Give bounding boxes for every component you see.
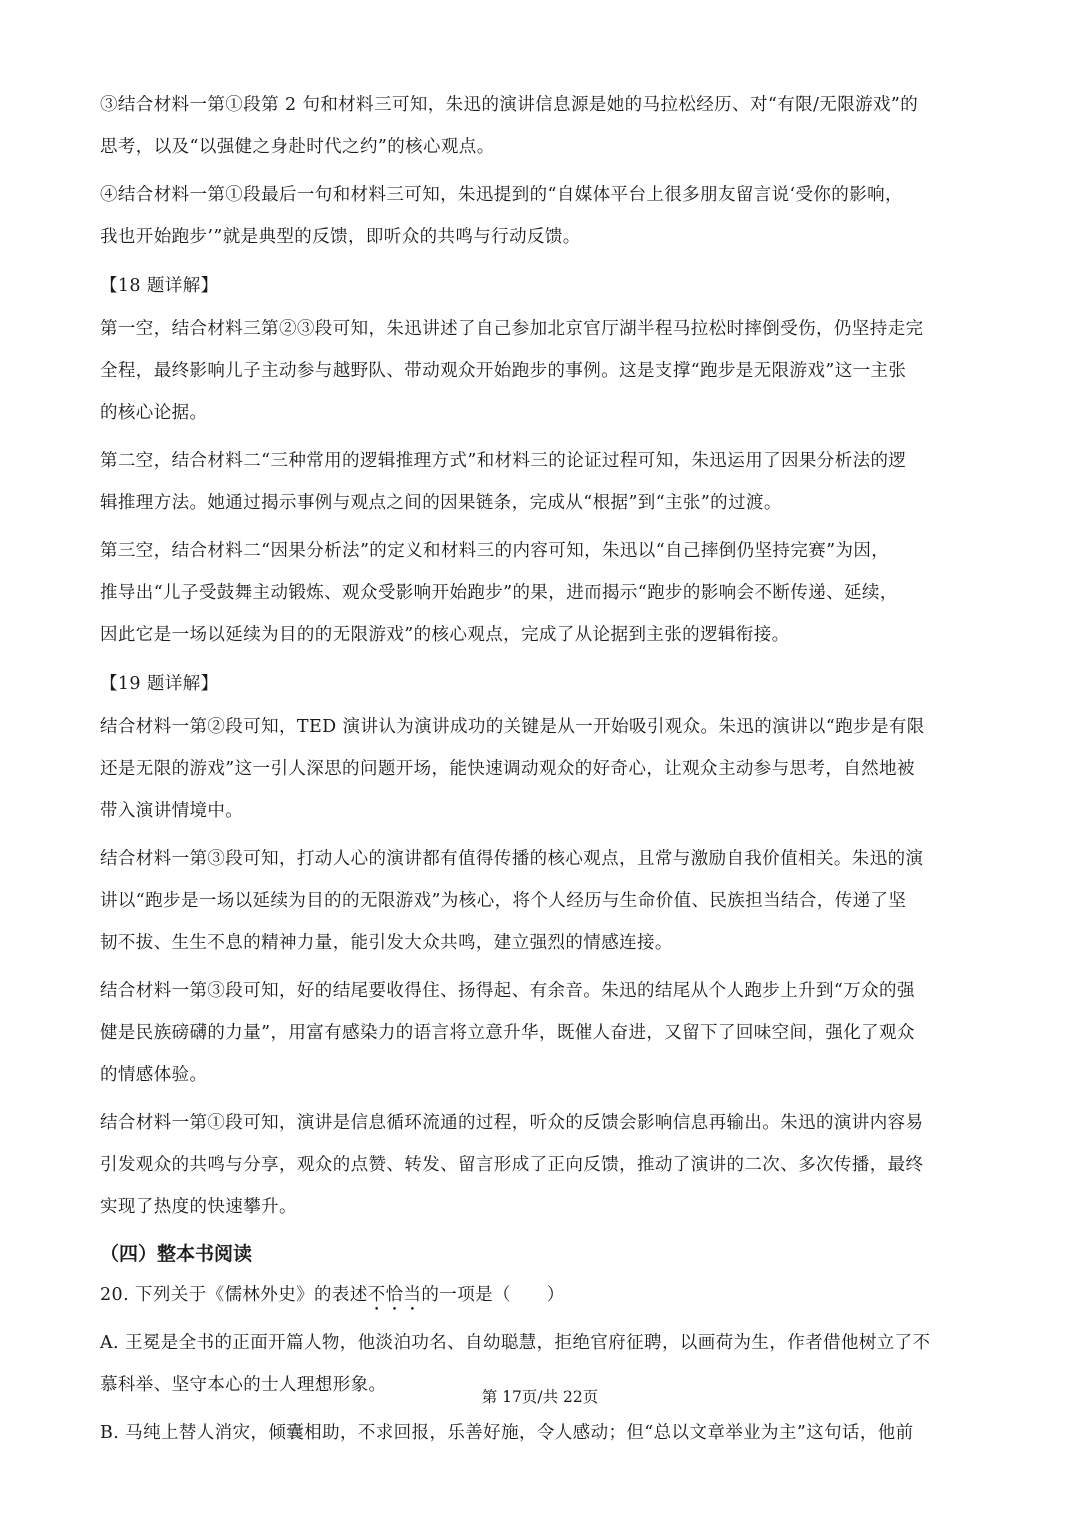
text-line: 结合材料一第②段可知，TED 演讲认为演讲成功的关键是从一开始吸引观众。朱迅的演讲以“跑步是有限 xyxy=(100,717,925,737)
text-line: 实现了热度的快速攀升。 xyxy=(100,1197,297,1217)
text-line: 思考，以及“以强健之身赴时代之约”的核心观点。 xyxy=(100,137,495,157)
para-top-1 xyxy=(100,84,980,168)
option-b xyxy=(100,1412,980,1454)
para-18-1 xyxy=(100,308,980,434)
text-line: 结合材料一第①段可知，演讲是信息循环流通的过程，听众的反馈会影响信息再输出。朱迅的演讲内容易 xyxy=(100,1113,924,1133)
text-line: 推导出“儿子受鼓舞主动锻炼、观众受影响开始跑步”的果，进而揭示“跑步的影响会不断传递、延续， xyxy=(100,583,898,603)
text-line: 还是无限的游戏”这一引人深思的问题开场，能快速调动观众的好奇心，让观众主动参与思考，自然地被 xyxy=(100,759,915,779)
heading-question-18: 【18 题详解】 xyxy=(100,276,219,296)
heading-question-19: 【19 题详解】 xyxy=(100,674,219,694)
text-line: 我也开始跑步’”就是典型的反馈，即听众的共鸣与行动反馈。 xyxy=(100,227,581,247)
question-20-suffix: 的一项是（ ） xyxy=(421,1285,565,1305)
text-line: 全程，最终影响儿子主动参与越野队、带动观众开始跑步的事例。这是支撑“跑步是无限游戏”这一主张 xyxy=(100,361,907,381)
para-top-2 xyxy=(100,174,980,258)
page-content xyxy=(100,84,980,1454)
text-line: 的核心论据。 xyxy=(100,403,208,423)
text-line: ④结合材料一第①段最后一句和材料三可知，朱迅提到的“自媒体平台上很多朋友留言说‘受你的影响， xyxy=(100,185,903,205)
para-18-3 xyxy=(100,530,980,656)
para-19-2 xyxy=(100,838,980,964)
text-line: 第二空，结合材料二“三种常用的逻辑推理方式”和材料三的论证过程可知，朱迅运用了因果分析法的逻 xyxy=(100,451,907,471)
para-18-2 xyxy=(100,440,980,524)
question-20-emphasis: 不恰当 xyxy=(367,1285,422,1305)
question-20-prefix: 20. 下列关于《儒林外史》的表述 xyxy=(100,1285,368,1305)
text-line: 结合材料一第③段可知，好的结尾要收得住、扬得起、有余音。朱迅的结尾从个人跑步上升到“万众的强 xyxy=(100,981,915,1001)
text-line: ③结合材料一第①段第 2 句和材料三可知，朱迅的演讲信息源是她的马拉松经历、对“有限/无限游戏”的 xyxy=(100,95,919,115)
text-line: 的情感体验。 xyxy=(100,1065,208,1085)
text-line: 第一空，结合材料三第②③段可知，朱迅讲述了自己参加北京官厅湖半程马拉松时摔倒受伤，仍坚持走完 xyxy=(100,319,924,339)
para-19-4 xyxy=(100,1102,980,1228)
page-footer: 第 17页/共 22页 xyxy=(481,1388,599,1406)
para-19-1 xyxy=(100,706,980,832)
text-line: 韧不拔、生生不息的精神力量，能引发大众共鸣，建立强烈的情感连接。 xyxy=(100,933,673,953)
text-line: 辑推理方法。她通过揭示事例与观点之间的因果链条，完成从“根据”到“主张”的过渡。 xyxy=(100,493,782,513)
text-line: 第三空，结合材料二“因果分析法”的定义和材料三的内容可知，朱迅以“自己摔倒仍坚持完赛”为因， xyxy=(100,541,890,561)
text-line: 带入演讲情境中。 xyxy=(100,801,244,821)
text-line: 健是民族磅礴的力量”，用富有感染力的语言将立意升华，既催人奋进，又留下了回味空间，强化了观众 xyxy=(100,1023,915,1043)
text-line: 讲以“跑步是一场以延续为目的的无限游戏”为核心，将个人经历与生命价值、民族担当结合，传递了坚 xyxy=(100,891,907,911)
text-line: 结合材料一第③段可知，打动人心的演讲都有值得传播的核心观点，且常与激励自我价值相关。朱迅的演 xyxy=(100,849,924,869)
para-19-3 xyxy=(100,970,980,1096)
text-line: 因此它是一场以延续为目的的无限游戏”的核心观点，完成了从论据到主张的逻辑衔接。 xyxy=(100,625,790,645)
text-line: A. 王冕是全书的正面开篇人物，他淡泊功名、自幼聪慧，拒绝官府征聘，以画荷为生，作者借他树立了不 xyxy=(100,1333,931,1353)
text-line: B. 马纯上替人消灾，倾囊相助，不求回报，乐善好施，令人感动；但“总以文章举业为主”这句话，他前 xyxy=(100,1423,914,1443)
section-title: （四）整本书阅读 xyxy=(100,1243,253,1265)
question-20 xyxy=(100,1274,980,1316)
text-line: 慕科举、坚守本心的士人理想形象。 xyxy=(100,1375,387,1395)
text-line: 引发观众的共鸣与分享，观众的点赞、转发、留言形成了正向反馈，推动了演讲的二次、多次传播，最终 xyxy=(100,1155,924,1175)
